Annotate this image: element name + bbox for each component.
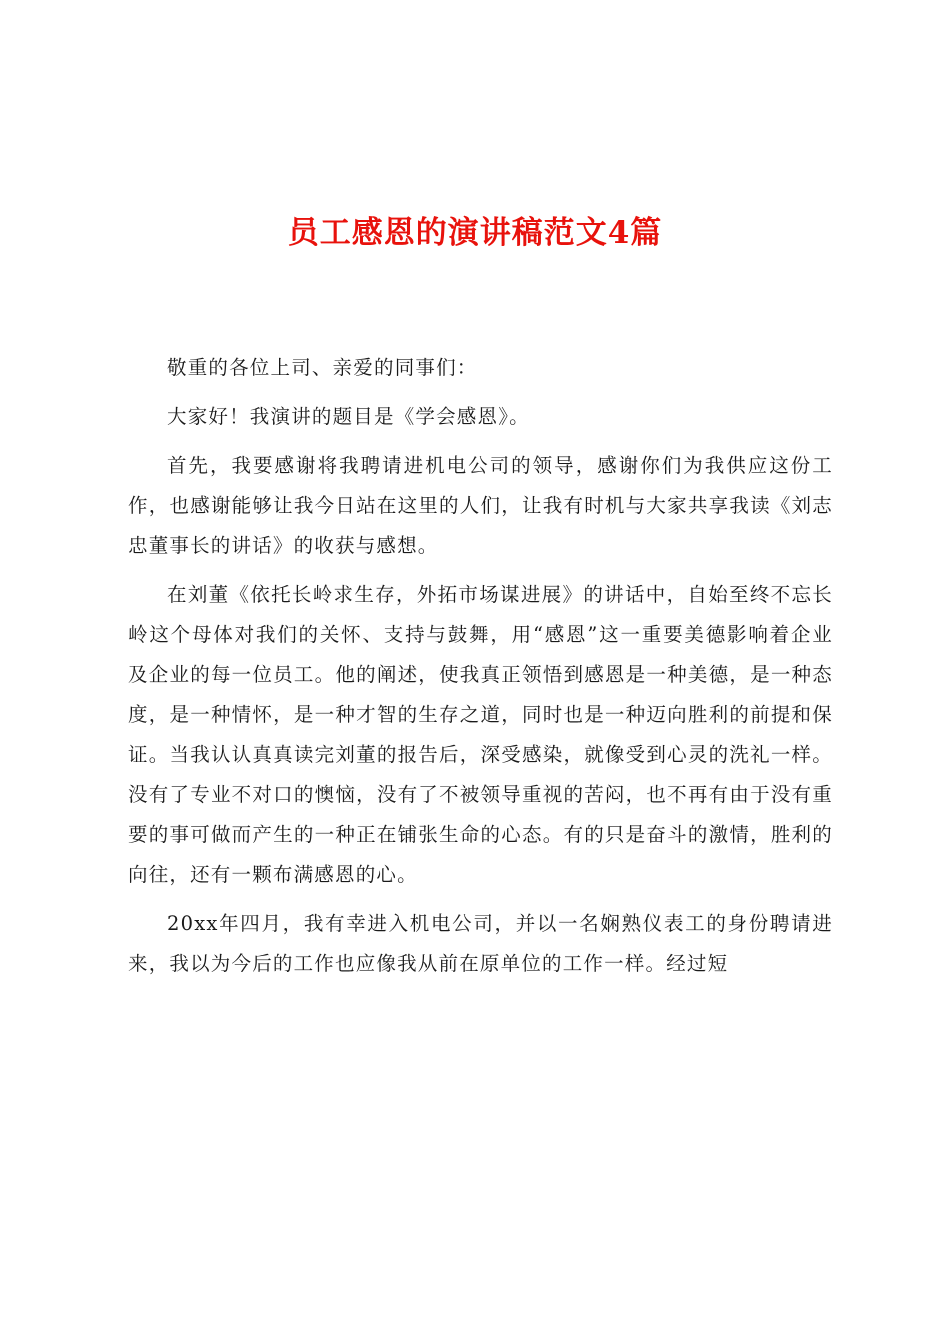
paragraph-greeting: 大家好！我演讲的题目是《学会感恩》。 [167, 405, 530, 428]
paragraph: 20xx年四月，我有幸进入机电公司，并以一名娴熟仪表工的身份聘请进来，我以为今后的工作也应像我从前在原单位的工作一样。经过短 [128, 912, 833, 975]
document-body [128, 348, 833, 993]
paragraph-salutation: 敬重的各位上司、亲爱的同事们： [167, 356, 478, 379]
document-title: 员工感恩的演讲稿范文4篇 [287, 215, 663, 251]
paragraph: 首先，我要感谢将我聘请进机电公司的领导，感谢你们为我供应这份工作，也感谢能够让我今日站在这里的人们，让我有时机与大家共享我读《刘志忠董事长的讲话》的收获与感想。 [128, 454, 833, 557]
paragraph: 在刘董《依托长岭求生存，外拓市场谋进展》的讲话中，自始至终不忘长岭这个母体对我们的关怀、支持与鼓舞，用“感恩”这一重要美德影响着企业及企业的每一位员工。他的阐述，使我真正领悟到感恩是一种美德，是一种态度，是一种情怀，是一种才智的生存之道，同时也是一种迈向胜利的前提和保证。当我认认真真读完刘董的报告后，深受感染，就像受到心灵的洗礼一样。没有了专业不对口的懊恼，没有了不被领导重视的苦闷，也不再有由于没有重要的事可做而产生的一种正在铺张生命的心态。有的只是奋斗的激情，胜利的向往，还有一颗布满感恩的心。 [128, 583, 833, 886]
